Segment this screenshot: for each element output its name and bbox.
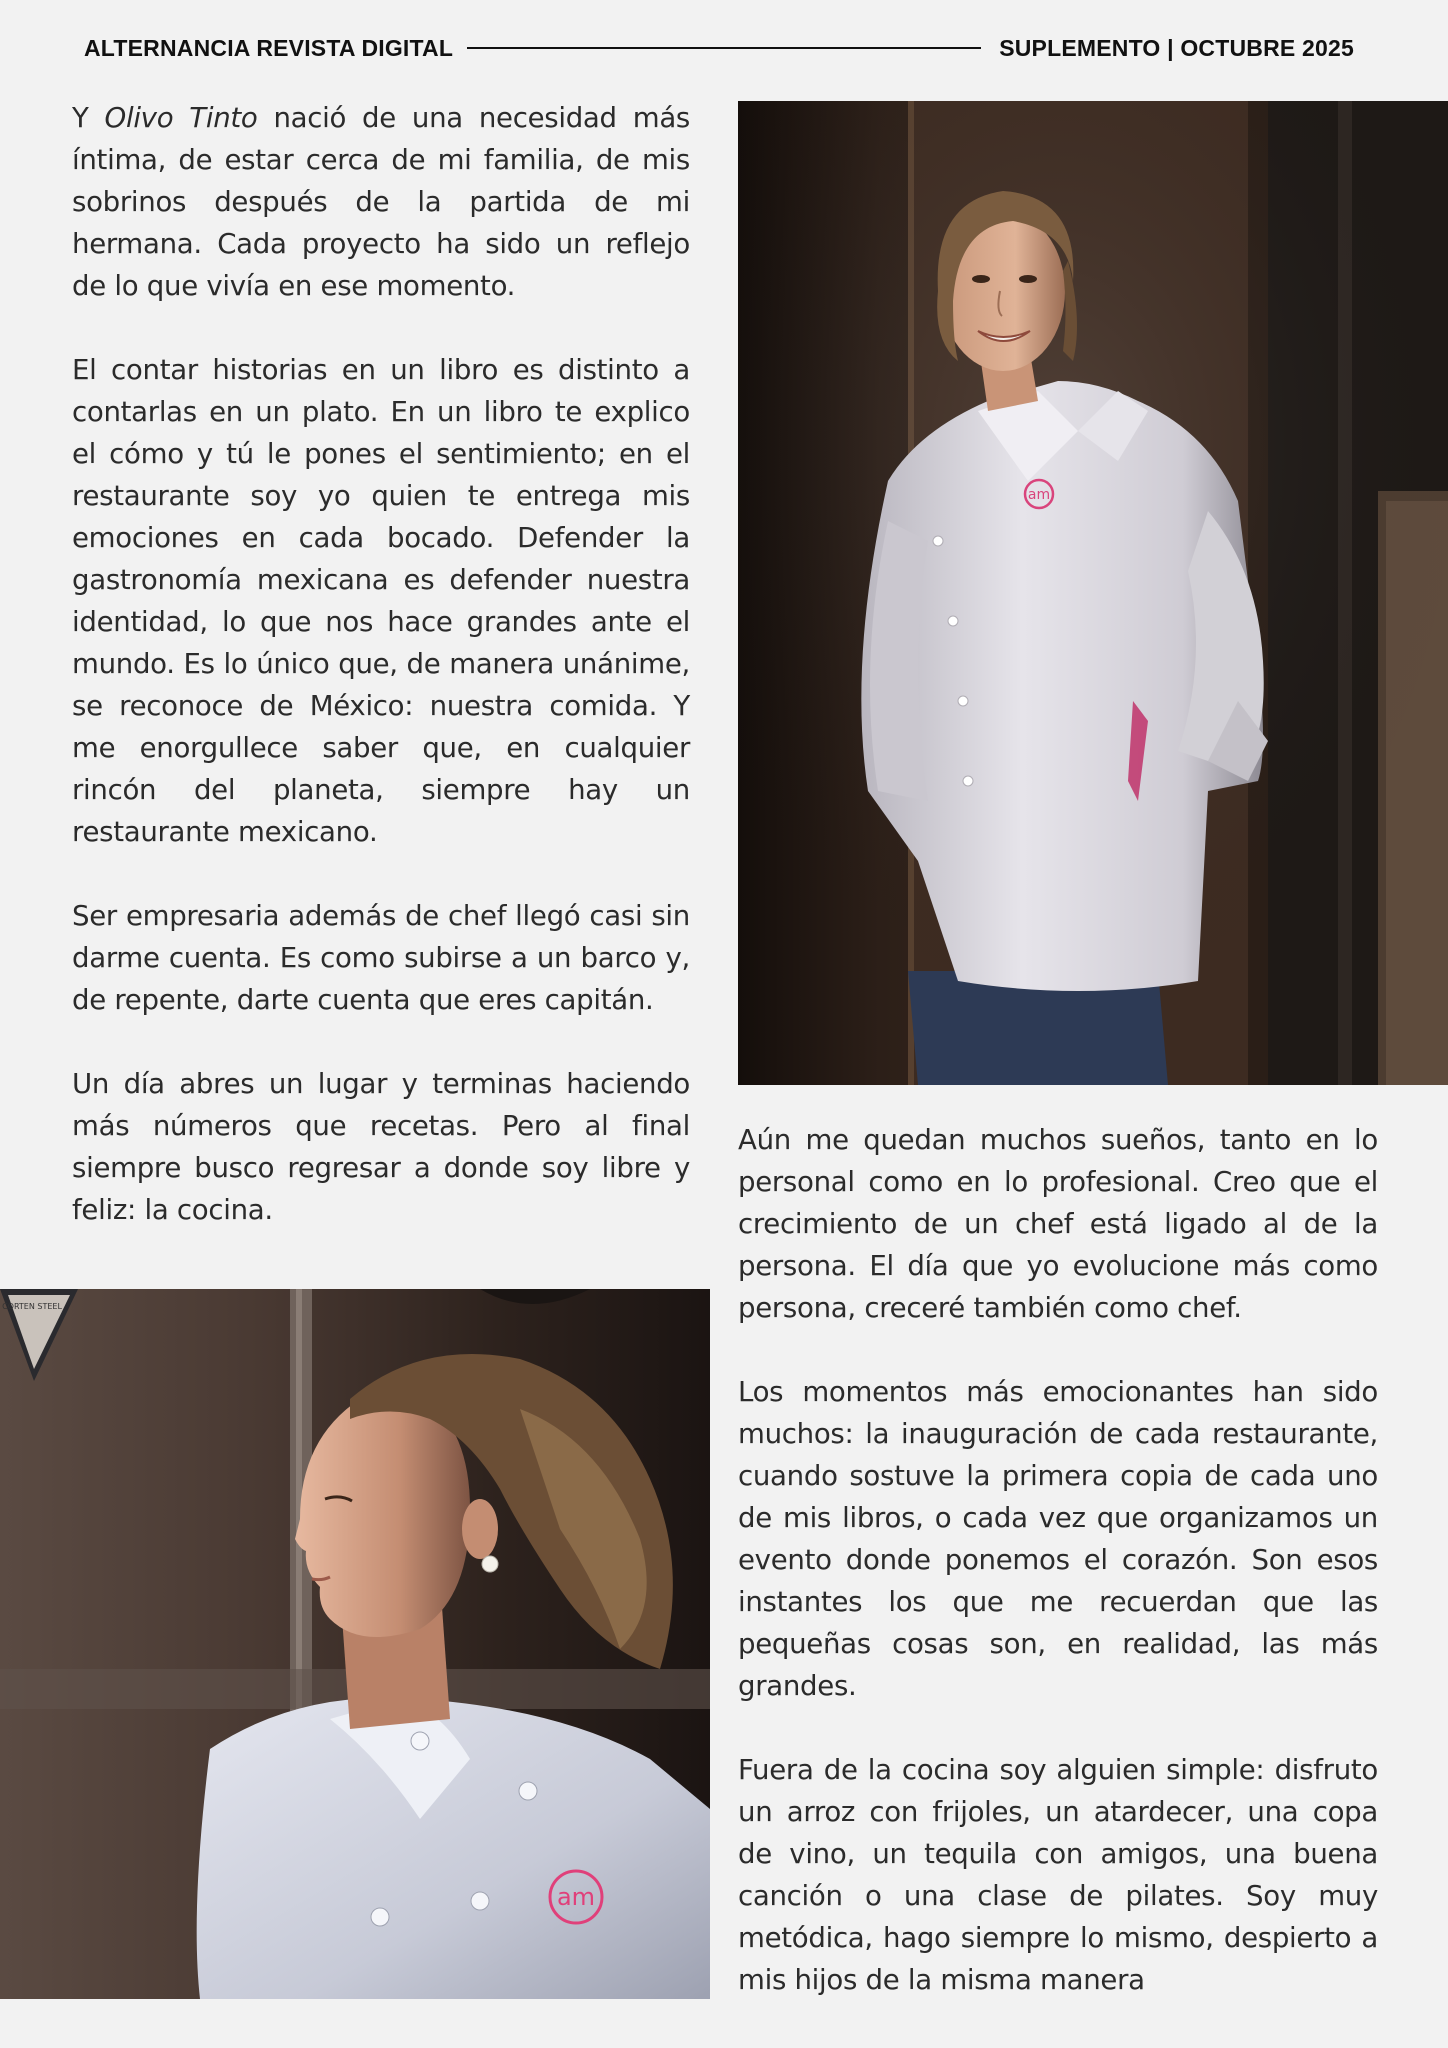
paragraph: Los momentos más emocionantes han sido muchos: la inauguración de cada restaurante, cuando sostuve la primera copia de cada uno de mis libros, o cada vez que organizamos un evento donde ponemos el corazón. Son esos instantes los que me recuerdan que las pequeñas cosas son, en realidad, las más grandes. [738, 1375, 1378, 1702]
left-column-text [72, 97, 690, 1231]
jacket-logo: am [556, 1883, 596, 1911]
issue-label: SUPLEMENTO | OCTUBRE 2025 [999, 34, 1354, 61]
header-rule [467, 47, 981, 49]
paragraph: Un día abres un lugar y terminas haciendo más números que recetas. Pero al final siempre busco regresar a donde soy libre y feliz: la cocina. [72, 1067, 690, 1226]
publication-name: ALTERNANCIA REVISTA DIGITAL [84, 34, 454, 61]
paragraph: Aún me quedan muchos sueños, tanto en lo personal como en lo profesional. Creo que el crecimiento de un chef está ligado al de la persona. El día que yo evolucione más como persona, creceré también como chef. [738, 1123, 1378, 1324]
paragraph-text: nació de una necesidad más íntima, de estar cerca de mi familia, de mis sobrinos después de la partida de mi hermana. Cada proyecto ha sido un reflejo de lo que vivía en ese momento. [72, 101, 690, 302]
paragraph: Fuera de la cocina soy alguien simple: disfruto un arroz con frijoles, un atardecer, una copa de vino, un tequila con amigos, una buena canción o una clase de pilates. Soy muy metódica, hago siempre lo mismo, despierto a mis hijos de la misma manera [738, 1753, 1378, 1996]
corten-sign-text: CORTEN STEEL [2, 1302, 62, 1311]
paragraph: Ser empresaria además de chef llegó casi sin darme cuenta. Es como subirse a un barco y, de repente, darte cuenta que eres capitán. [72, 899, 690, 1016]
page-header [84, 30, 1354, 66]
right-column-text [738, 1119, 1378, 2001]
paragraph-text: Y [72, 101, 105, 134]
restaurant-name: Olivo Tinto [104, 101, 258, 134]
jacket-logo: am [1027, 487, 1051, 503]
chef-portrait-standing-photo [738, 101, 1448, 1085]
paragraph [72, 97, 690, 307]
paragraph: El contar historias en un libro es distinto a contarlas en un plato. En un libro te explico el cómo y tú le pones el sentimiento; en el restaurante soy yo quien te entrega mis emociones en cada bocado. Defender la gastronomía mexicana es defender nuestra identidad, lo que nos hace grandes ante el mundo. Es lo único que, de manera unánime, se reconoce de México: nuestra comida. Y me enorgullece saber que, en cualquier rincón del planeta, siempre hay un restaurante mexicano. [72, 353, 690, 848]
chef-profile-photo [0, 1289, 710, 1999]
